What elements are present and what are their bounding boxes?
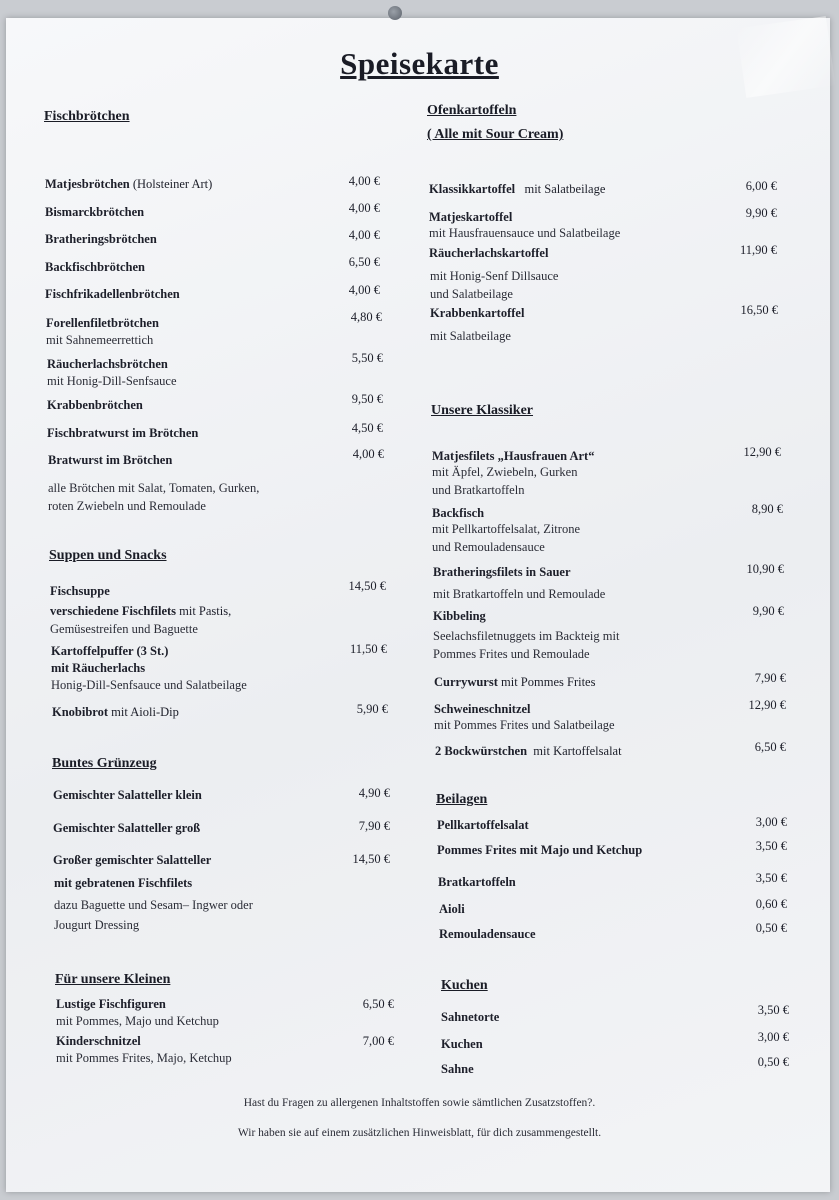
section-ofenkartoffeln-sub: ( Alle mit Sour Cream) — [427, 127, 564, 142]
item-name: Matjesbrötchen (Holsteiner Art) — [45, 177, 213, 191]
section-klassiker: Unsere Klassiker — [431, 403, 534, 418]
item-price: 11,50 € — [349, 642, 387, 656]
item-price: 12,90 € — [748, 698, 786, 712]
item-name: Schweineschnitzel — [434, 702, 531, 716]
item-desc: Gemüsestreifen und Baguette — [50, 622, 198, 636]
item-name: Bratheringsfilets in Sauer — [433, 565, 571, 579]
section-suppen: Suppen und Snacks — [49, 548, 167, 563]
item-name: Gemischter Salatteller klein — [53, 788, 202, 802]
item-name: Krabbenkartoffel — [430, 306, 525, 320]
item-price: 4,00 € — [348, 283, 380, 297]
item-desc: und Salatbeilage — [430, 287, 513, 301]
item-price: 0,50 € — [757, 1055, 789, 1069]
item-price: 4,80 € — [350, 310, 382, 324]
item-desc: Honig-Dill-Senfsauce und Salatbeilage — [51, 678, 247, 692]
item-price: 3,00 € — [757, 1030, 789, 1044]
item-price: 7,90 € — [754, 671, 786, 685]
item-name: Räucherlachskartoffel — [429, 246, 549, 260]
item-price: 6,00 € — [745, 179, 777, 193]
item-name: Pommes Frites mit Majo und Ketchup — [437, 843, 643, 857]
item-price: 9,90 € — [745, 206, 777, 220]
item-desc: dazu Baguette und Sesam– Ingwer oder — [54, 898, 253, 912]
page-title: Speisekarte — [340, 46, 499, 81]
item-desc: Jougurt Dressing — [54, 918, 140, 932]
item-desc: mit Honig-Senf Dillsauce — [430, 269, 559, 283]
item-price: 14,50 € — [348, 579, 386, 593]
item-name: Lustige Fischfiguren — [56, 997, 166, 1011]
item-name: Knobibrot mit Aioli-Dip — [52, 705, 179, 719]
item-name: Currywurst mit Pommes Frites — [434, 675, 596, 689]
item-price: 4,00 € — [348, 201, 380, 215]
item-name-line2: mit Räucherlachs — [51, 661, 146, 675]
allergen-note-2: Wir haben sie auf einem zusätzlichen Hinweisblatt, für dich zusammengestellt. — [237, 1127, 602, 1139]
item-price: 0,60 € — [755, 897, 787, 911]
item-name: Matjeskartoffel — [429, 210, 513, 224]
item-desc: verschiedene Fischfilets mit Pastis, — [50, 604, 232, 618]
item-price: 14,50 € — [352, 852, 390, 866]
item-price: 3,50 € — [757, 1003, 789, 1017]
section-fischbroetchen: Fischbrötchen — [44, 109, 130, 124]
item-price: 9,90 € — [752, 604, 784, 618]
item-price: 5,50 € — [351, 351, 383, 365]
item-desc: Seelachsfiletnuggets im Backteig mit — [433, 629, 620, 643]
item-name-line2: mit gebratenen Fischfilets — [54, 876, 193, 890]
item-price: 6,50 € — [754, 740, 786, 754]
item-desc: mit Bratkartoffeln und Remoulade — [433, 587, 606, 601]
section-kleinen: Für unsere Kleinen — [55, 972, 171, 987]
item-desc: mit Pellkartoffelsalat, Zitrone — [432, 522, 580, 536]
section-kuchen: Kuchen — [441, 978, 488, 993]
item-name: Remouladensauce — [439, 927, 536, 941]
item-name: Backfischbrötchen — [45, 260, 145, 274]
item-name: Bismarckbrötchen — [45, 205, 145, 219]
item-desc: mit Salatbeilage — [430, 329, 511, 343]
item-name: Kinderschnitzel — [56, 1034, 141, 1048]
item-desc: und Remouladensauce — [432, 540, 545, 554]
item-desc: mit Sahnemeerrettich — [46, 333, 154, 347]
item-price: 4,50 € — [351, 421, 383, 435]
item-name: Matjesfilets „Hausfrauen Art“ — [432, 449, 595, 463]
item-desc: mit Pommes Frites und Salatbeilage — [434, 718, 615, 732]
item-name: Krabbenbrötchen — [47, 398, 143, 412]
item-name: Kibbeling — [433, 609, 486, 623]
item-price: 0,50 € — [755, 921, 787, 935]
item-desc: mit Pommes Frites, Majo, Ketchup — [56, 1051, 232, 1065]
item-price: 4,00 € — [352, 447, 384, 461]
item-name: Klassikkartoffel mit Salatbeilage — [429, 182, 606, 196]
item-price: 6,50 € — [348, 255, 380, 269]
section-gruenzeug: Buntes Grünzeug — [52, 756, 157, 771]
section-ofenkartoffeln: Ofenkartoffeln — [427, 103, 517, 118]
item-price: 4,00 € — [348, 228, 380, 242]
item-price: 11,90 € — [739, 243, 777, 257]
item-desc: mit Hausfrauensauce und Salatbeilage — [429, 226, 621, 240]
item-price: 5,90 € — [356, 702, 388, 716]
item-price: 8,90 € — [751, 502, 783, 516]
item-price: 4,00 € — [348, 174, 380, 188]
item-price: 16,50 € — [740, 303, 778, 317]
item-name: Fischsuppe — [50, 584, 110, 598]
item-desc: Pommes Frites und Remoulade — [433, 647, 590, 661]
item-name: Kuchen — [441, 1037, 483, 1051]
item-price: 10,90 € — [746, 562, 784, 576]
item-name: Bratheringsbrötchen — [45, 232, 157, 246]
item-desc: mit Pommes, Majo und Ketchup — [56, 1014, 219, 1028]
section-beilagen: Beilagen — [436, 792, 488, 807]
item-name: Kartoffelpuffer (3 St.) — [51, 644, 169, 658]
item-price: 3,00 € — [755, 815, 787, 829]
item-name: 2 Bockwürstchen mit Kartoffelsalat — [435, 744, 622, 758]
item-price: 7,90 € — [358, 819, 390, 833]
allergen-note: Hast du Fragen zu allergenen Inhaltstoffen sowie sämtlichen Zusatzstoffen?. — [243, 1097, 596, 1109]
item-name: Großer gemischter Salatteller — [53, 853, 212, 867]
item-price: 6,50 € — [362, 997, 394, 1011]
item-price: 3,50 € — [755, 839, 787, 853]
item-name: Gemischter Salatteller groß — [53, 821, 201, 835]
item-name: Backfisch — [432, 506, 485, 520]
pin-icon — [388, 6, 402, 20]
item-price: 3,50 € — [755, 871, 787, 885]
item-name: Bratwurst im Brötchen — [48, 453, 173, 467]
item-name: Fischbratwurst im Brötchen — [47, 426, 199, 440]
fisch-note-line2: roten Zwiebeln und Remoulade — [48, 499, 206, 513]
item-price: 7,00 € — [362, 1034, 394, 1048]
item-price: 12,90 € — [743, 445, 781, 459]
item-name: Sahne — [441, 1062, 474, 1076]
item-name: Sahnetorte — [441, 1010, 500, 1024]
item-name: Fischfrikadellenbrötchen — [45, 287, 180, 301]
item-name: Räucherlachsbrötchen — [47, 357, 168, 371]
item-price: 9,50 € — [351, 392, 383, 406]
item-name: Pellkartoffelsalat — [437, 818, 529, 832]
fisch-note-line1: alle Brötchen mit Salat, Tomaten, Gurken, — [48, 481, 260, 495]
item-name: Bratkartoffeln — [438, 875, 516, 889]
item-name: Forellenfiletbrötchen — [46, 316, 159, 330]
item-desc: mit Äpfel, Zwiebeln, Gurken — [432, 465, 578, 479]
item-price: 4,90 € — [358, 786, 390, 800]
item-desc: mit Honig-Dill-Senfsauce — [47, 374, 177, 388]
item-desc: und Bratkartoffeln — [432, 483, 525, 497]
item-name: Aioli — [439, 902, 465, 916]
